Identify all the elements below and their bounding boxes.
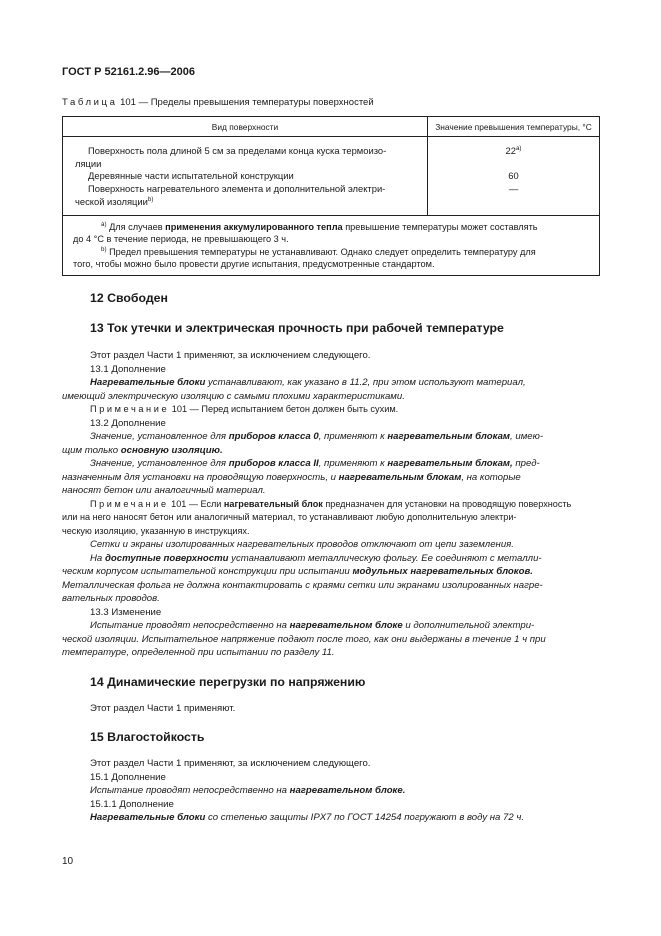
row1-line2: ляции [75,157,102,169]
s13-1-heading: 13.1 Дополнение [90,363,166,375]
table-caption-label: Таблица [62,97,118,108]
row3-value: — [508,183,519,195]
row3-footnote-mark: b) [147,195,154,203]
s13-intro: Этот раздел Части 1 применяют, за исключением следующего. [90,350,371,361]
section-12-heading: 12 Свободен [90,291,168,305]
row2-value: 60 [508,170,519,182]
s15-1-heading: 15.1 Дополнение [90,771,166,783]
surface-cell [63,137,428,216]
row3-line1: Поверхность нагревательного элемента и дополнительной электри- [88,183,386,195]
body-text: 12 Свободен 13 Ток утечки и электрическая прочность при рабочей температуре Этот раздел Части 1 применяют, за исключением следующего. 13.1 Дополнение Нагревательные блоки устанавливают, как указано в 11.2, при этом используют материал, имеющий электрическую изоляцию с самыми плохими характеристиками. Примечание 101 — Перед испытанием бетон должен быть сухим. 13.2 Дополнение Значение, установленное для приборов класса 0, применяют к нагревательным блокам, имею- щим только основную изоляцию. Значение, установленное для приборов класса II, применяют к нагревательным блокам, пред- назначенным для установки на проводящую поверхность, и нагревательным блокам, на которые наносят бетон или аналогичный материал. Примечание 101 — Если нагревательный блок предназначен для установки на проводящую поверхность или на него наносят бетон или аналогичный материал, то устанавливают любую дополнительную электри- ческую изоляцию, указанную в инструкциях. Сетки и экраны изолированных нагревательных проводов отключают от цепи заземления. На доступные поверхности устанавливают металлическую фольгу. Ее соединяют с металли- ческим корпусом испытательной конструкции при испытании модульных нагревательных блоков. Металлическая фольга не должна контактировать с краями сетки или экранами изолированных нагре- вательных проводов. 13.3 Изменение Испытание проводят непосредственно на нагревательном блоке и дополнительной электри- ческой изоляции. Испытательное напряжение подают после того, как они выдержаны в течение 1 ч при температуре, определенной при испытании по разделу 11. 14 Динамические перегрузки по напряжению Этот раздел Части 1 применяют. 15 Влагостойкость Этот раздел Части 1 применяют, за исключением следующего. 15.1 Дополнение Испытание проводят непосредственно на нагревательном блоке. 15.1.1 Дополнение Нагревательные блоки со степенью защиты IPX7 по ГОСТ 14254 погружают в воду на 72 ч. [62,290,600,825]
s14-text: Этот раздел Части 1 применяют. [90,702,236,714]
note-b: $^{b)}$ Предел превышения температуры не устанавливают. Однако следует определить температуру для [101,245,536,257]
row1-value-wrap [432,145,595,158]
value-cell [428,137,600,216]
section-15-heading: 15 Влагостойкость [90,730,205,744]
row1-line1: Поверхность пола длиной 5 см за пределами конца куска термоизо- [88,145,387,156]
s13-3-heading: 13.3 Изменение [90,606,162,618]
note-a: $^{а)}$ Для случаев применения аккумулированного тепла превышение температуры может составлять [101,220,538,232]
note-b-line2: того, чтобы можно было провести другие испытания, предусмотренные стандартом. [73,259,435,270]
s13-note-1: Примечание 101 — Перед испытанием бетон должен быть сухим. [90,404,399,414]
table-header-row [63,117,600,137]
row1-footnote-mark: а) [515,144,522,152]
row3-line2: ческой изоляции [75,195,148,207]
temperature-limits-table [62,116,600,276]
col-header-value: Значение превышения температуры, °С [428,117,600,137]
table-caption [62,97,374,108]
table-body-row [63,137,600,216]
note-a-line2: до 4 °С в течение периода, не превышающего 3 ч. [73,234,289,245]
table-notes-row [63,215,600,275]
row2-line1: Деревянные части испытательной конструкции [88,170,294,182]
s13-note-2: Примечание 101 — Если нагревательный блок предназначен для установки на проводящую поверхность [90,498,572,509]
s13-2-heading: 13.2 Дополнение [90,417,166,429]
s15-1-1-heading: 15.1.1 Дополнение [90,798,174,810]
row3-line2-wrap [75,196,421,209]
document-header: ГОСТ Р 52161.2.96—2006 [62,66,196,78]
s15-intro: Этот раздел Части 1 применяют, за исключением следующего. [90,758,371,769]
table-caption-text: 101 — Пределы превышения температуры поверхностей [117,97,374,108]
table-notes [63,215,600,275]
row1-value: 22 [505,145,516,156]
col-header-surface: Вид поверхности [63,117,428,137]
section-14-heading: 14 Динамические перегрузки по напряжению [90,674,366,689]
page-number: 10 [62,856,74,867]
section-13-heading: 13 Ток утечки и электрическая прочность при рабочей температуре [90,321,504,335]
